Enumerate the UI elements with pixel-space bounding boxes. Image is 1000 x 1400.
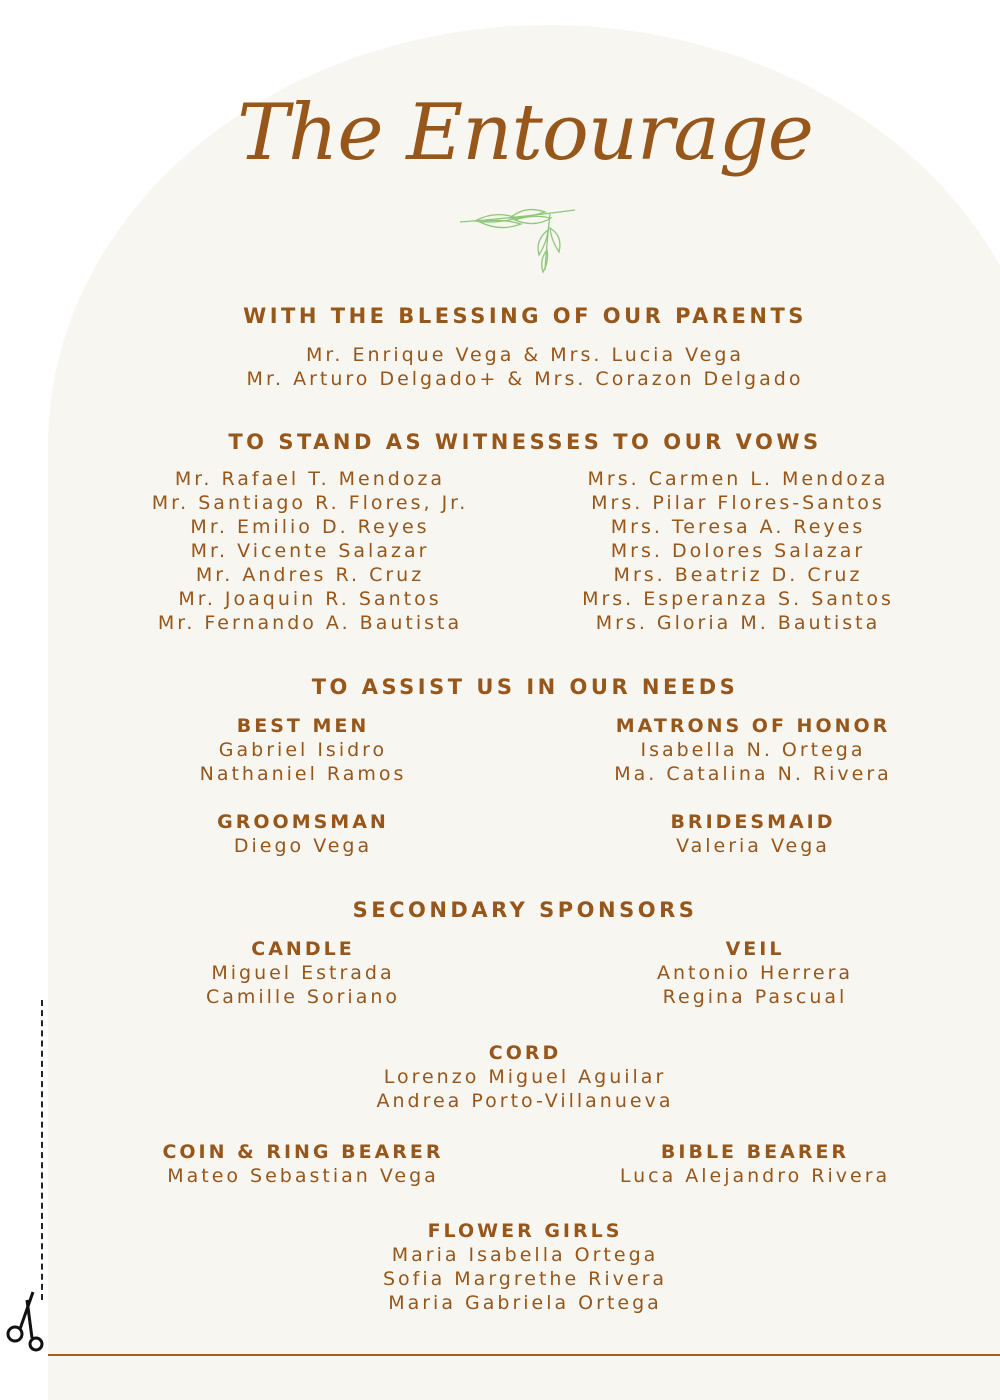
witnesses-heading: TO STAND AS WITNESSES TO OUR VOWS: [228, 430, 822, 454]
list-item: Camille Soriano: [205, 986, 401, 1008]
cord-label: CORD: [488, 1042, 562, 1064]
coin-ring-list: [53, 1164, 553, 1188]
parents-heading: WITH THE BLESSING OF OUR PARENTS: [243, 304, 807, 328]
list-item: Mr. Arturo Delgado+ & Mrs. Corazon Delgado: [246, 368, 804, 390]
cord-list: [0, 1065, 1000, 1113]
list-item: Diego Vega: [233, 835, 373, 857]
veil-label: VEIL: [725, 938, 785, 960]
assist-heading: TO ASSIST US IN OUR NEEDS: [311, 675, 739, 699]
witnesses-women-list: [488, 467, 988, 635]
list-item: Mr. Santiago R. Flores, Jr.: [151, 492, 469, 514]
list-item: Miguel Estrada: [211, 962, 395, 984]
leaf-sprig-icon: [455, 200, 580, 275]
list-item: Nathaniel Ramos: [199, 763, 407, 785]
best-men-list: [53, 738, 553, 786]
groomsman-list: [53, 834, 553, 858]
bridesmaid-list: [503, 834, 1000, 858]
list-item: Maria Gabriela Ortega: [388, 1292, 662, 1314]
list-item: Gabriel Isidro: [218, 739, 388, 761]
list-item: Andrea Porto-Villanueva: [376, 1090, 674, 1112]
list-item: Mrs. Carmen L. Mendoza: [587, 468, 889, 490]
list-item: Mrs. Esperanza S. Santos: [582, 588, 894, 610]
list-item: Sofia Margrethe Rivera: [382, 1268, 668, 1290]
list-item: Lorenzo Miguel Aguilar: [383, 1066, 667, 1088]
flower-girls-label: FLOWER GIRLS: [427, 1220, 623, 1242]
list-item: Maria Isabella Ortega: [391, 1244, 659, 1266]
list-item: Valeria Vega: [676, 835, 830, 857]
list-item: Mr. Andres R. Cruz: [195, 564, 425, 586]
bottom-divider: [48, 1354, 1000, 1356]
candle-label: CANDLE: [251, 938, 355, 960]
list-item: Mrs. Dolores Salazar: [610, 540, 866, 562]
matrons-label: MATRONS OF HONOR: [615, 715, 891, 737]
scissors-icon: [5, 1290, 47, 1352]
list-item: Mr. Vicente Salazar: [190, 540, 430, 562]
list-item: Mr. Rafael T. Mendoza: [174, 468, 446, 490]
list-item: Luca Alejandro Rivera: [619, 1165, 891, 1187]
list-item: Isabella N. Ortega: [640, 739, 866, 761]
best-men-label: BEST MEN: [236, 715, 370, 737]
list-item: Mrs. Teresa A. Reyes: [610, 516, 866, 538]
flower-girls-list: [0, 1243, 1000, 1315]
coin-ring-label: COIN & RING BEARER: [162, 1141, 444, 1163]
witnesses-men-list: [60, 467, 560, 635]
list-item: Antonio Herrera: [656, 962, 854, 984]
list-item: Mr. Emilio D. Reyes: [190, 516, 430, 538]
bridesmaid-label: BRIDESMAID: [670, 811, 836, 833]
list-item: Mateo Sebastian Vega: [167, 1165, 439, 1187]
list-item: Mrs. Pilar Flores-Santos: [591, 492, 885, 514]
list-item: Mr. Enrique Vega & Mrs. Lucia Vega: [305, 344, 745, 366]
matrons-list: [503, 738, 1000, 786]
veil-list: [505, 961, 1000, 1009]
groomsman-label: GROOMSMAN: [217, 811, 389, 833]
parents-list: [0, 343, 1000, 391]
bible-label: BIBLE BEARER: [660, 1141, 850, 1163]
candle-list: [53, 961, 553, 1009]
list-item: Ma. Catalina N. Rivera: [614, 763, 892, 785]
list-item: Mr. Fernando A. Bautista: [157, 612, 463, 634]
list-item: Regina Pascual: [662, 986, 848, 1008]
list-item: Mrs. Gloria M. Bautista: [595, 612, 881, 634]
list-item: Mr. Joaquin R. Santos: [178, 588, 442, 610]
page-title: The Entourage: [237, 88, 813, 178]
cut-guide-line: [41, 1000, 43, 1300]
list-item: Mrs. Beatriz D. Cruz: [613, 564, 863, 586]
secondary-heading: SECONDARY SPONSORS: [352, 898, 698, 922]
bible-list: [505, 1164, 1000, 1188]
